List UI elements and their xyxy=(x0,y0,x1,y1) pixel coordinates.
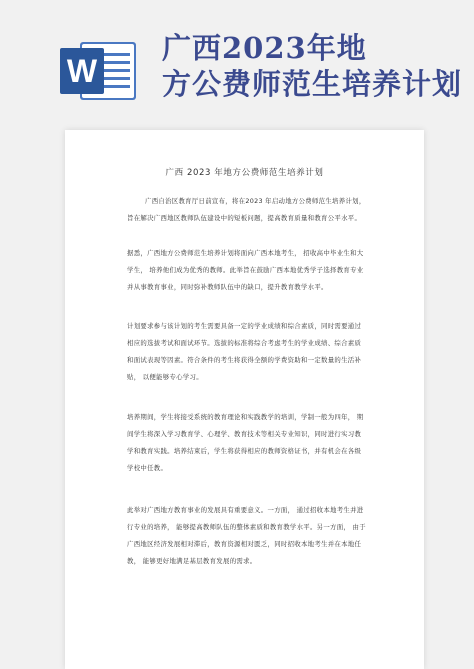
paragraph-line: 广西自治区教育厅日前宣布，将在2023 年启动地方公费师范生培养计划， xyxy=(145,197,366,205)
paragraph-line: 计划要求参与该计划的考生需要具备一定的学业成绩和综合素质，同时需要通过 xyxy=(127,322,362,330)
paragraph-line: 据悉，广西地方公费师范生培养计划将面向广西本地考生， 招收高中毕业生和大 xyxy=(127,249,364,257)
header-title-line-2: 方公费师范生培养计划 xyxy=(162,67,463,101)
paragraph-line: 教， 能够更好地满足基层教育发展的需求。 xyxy=(127,557,257,565)
paragraph-line: 学和教育实践。培养结束后，学生将获得相应的教师资格证书，并有机会在各级 xyxy=(127,447,362,455)
document-page xyxy=(65,130,424,669)
paragraph-line: 相应的选拔考试和面试环节。选拔的标准将综合考虑考生的学业成绩、综合素质 xyxy=(127,339,362,347)
paragraph-line: 间学生将深入学习教育学、心理学、教育技术等相关专业知识，同时进行实习教 xyxy=(127,430,362,438)
header-title xyxy=(162,30,467,102)
header-title-line-1: 广西2023年地 xyxy=(162,31,367,65)
paragraph-line: 培养期间，学生将接受系统的教育理论和实践教学的培训，学制一般为四年， 期 xyxy=(127,413,364,421)
document-title: 广西 2023 年地方公费师范生培养计划 xyxy=(165,168,324,178)
word-document-icon xyxy=(60,40,138,102)
paragraph-line: 贴， 以便能够专心学习。 xyxy=(127,373,203,381)
paragraph-line: 旨在解决广西地区教师队伍建设中的短板问题，提高教育质量和教育公平水平。 xyxy=(127,214,362,222)
header-banner xyxy=(0,0,474,130)
paragraph-line: 并从事教育事业，同时弥补教师队伍中的缺口，提升教育教学水平。 xyxy=(127,283,328,291)
paragraph-line: 学生， 培养他们成为优秀的教师。此举旨在鼓励广西本地优秀学子选择教育专业 xyxy=(127,266,364,274)
paragraph-line: 和面试表现等因素。符合条件的考生将获得全额的学费资助和一定数量的生活补 xyxy=(127,356,362,364)
paragraph-line: 学校中任教。 xyxy=(127,464,168,472)
word-icon-letter: W xyxy=(66,53,98,89)
paragraph-line: 广西地区经济发展相对滞后，教育资源相对匮乏，同时招收本地考生并在本地任 xyxy=(127,540,362,548)
paragraph-line: 此举对广西地方教育事业的发展具有重要意义。一方面， 通过招收本地考生并进 xyxy=(127,506,364,514)
paragraph-line: 行专业的培养， 能够提高教师队伍的整体素质和教育教学水平。另一方面， 由于 xyxy=(127,523,366,531)
